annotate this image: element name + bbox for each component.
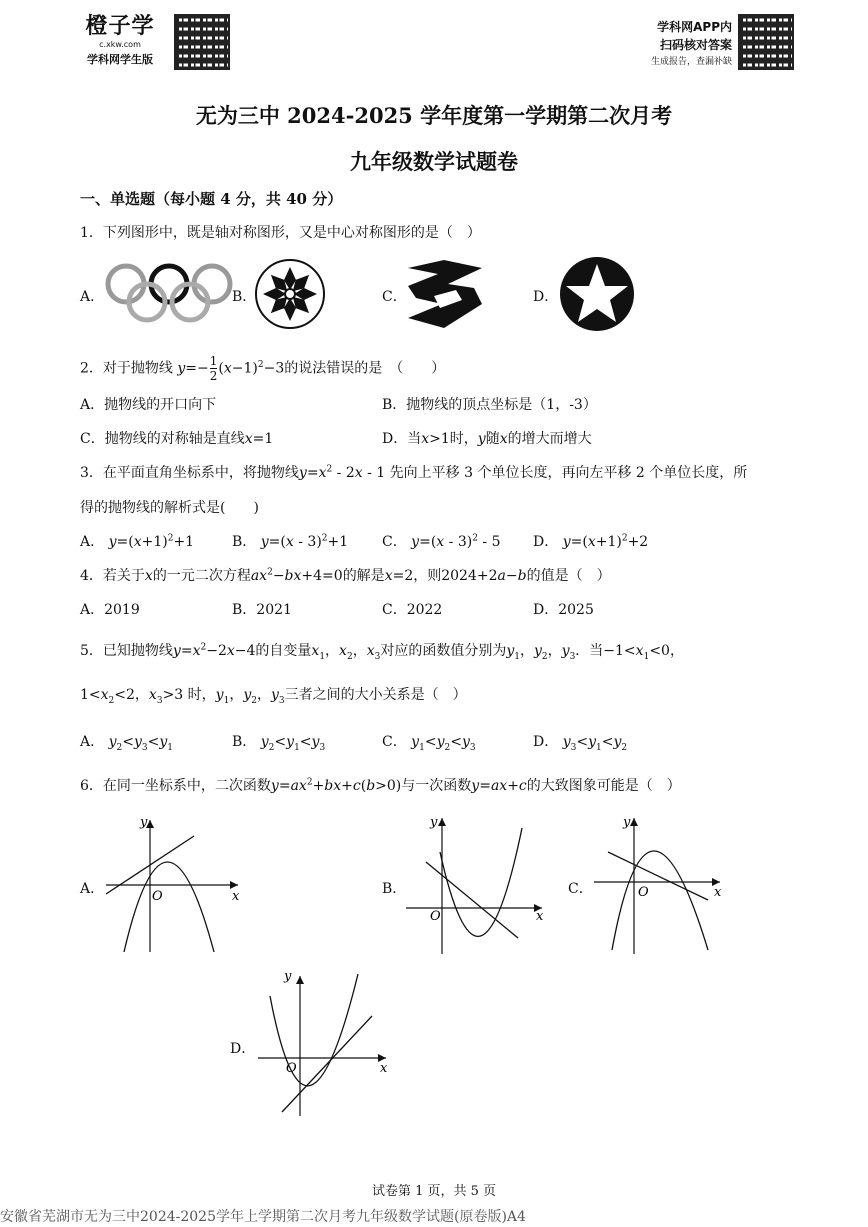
q4-option-c: C．2022 [382,602,443,618]
q6-graph-b [404,812,554,957]
q5-option-b: B． $y_2<y_1<y_3$ [232,734,326,753]
q5-option-c: C． $y_1<y_2<y_3$ [382,734,476,753]
q6-label-b: B． [382,881,407,897]
scan-note: 扫码核对答案 [659,38,732,52]
axis-y-label: y [140,815,148,830]
star-circle-figure [558,256,636,332]
q2-option-d: D．当x>1时，y随x的增大而增大 [382,431,592,447]
q6-graph-c [590,812,740,957]
q1-label-c: C． [382,289,407,305]
page-title: 无为三中 2024-2025 学年度第一学期第二次月考 [195,103,673,128]
qr-code-icon[interactable] [738,14,794,70]
flower-emblem-figure [254,258,326,330]
axis-y-label: y [284,969,292,984]
q2-option-c: C．抛物线的对称轴是直线x=1 [80,431,274,447]
q6-label-a: A． [80,881,105,897]
page-footer: 试卷第 1 页，共 5 页 [371,1184,497,1199]
q1-label-b: B． [232,289,257,305]
section-heading: 一、单选题（每小题 4 分，共 40 分） [80,190,343,208]
brand-logo [74,14,166,72]
logo-url: c.xkw.com [99,40,141,49]
q6-stem: 6．在同一坐标系中，二次函数$y=ax^2+bx+c(b>0)$与一次函数y=ax+c的大致图象可能是（ ） [80,777,681,794]
axis-x-label: x [380,1061,388,1076]
q2-stem: 2．对于抛物线 y=− $\frac{1}{2}$ $(x-1)^2-3$的说法错误的是 （ ） [80,354,446,383]
q3-option-c: C． y=(x - 3)$^2$ - 5 [382,533,501,550]
origin-label: O [152,889,163,904]
q5-stem: 5．已知抛物线$y=x^2-2x-4$的自变量$x_1$，$x_2$，$x_3$对应的函数值分别为$y_1$，$y_2$，$y_3$．当$-1<x_1<0$， [80,642,684,662]
q2-option-b: B．抛物线的顶点坐标是（1，-3） [382,397,597,413]
axis-y-label: y [623,815,631,830]
origin-label: O [638,885,649,900]
q1-label-a: A． [80,289,105,305]
q5-option-d: D． $y_3<y_1<y_2$ [533,734,628,753]
q3-option-b: B． y=(x - 3)$^2$+1 [232,533,349,550]
q1-label-d: D． [533,289,559,305]
q2-suffix: 的说法错误的是 （ ） [284,360,446,377]
q2-option-a: A．抛物线的开口向下 [80,397,217,413]
q6-graph-d [254,966,404,1121]
app-note: 学科网APP内 [657,20,732,34]
axis-x-label: x [714,885,722,900]
logo-subtitle: 学科网学生版 [87,53,153,66]
q3-stem-line2: 得的抛物线的解析式是( ) [80,500,259,516]
q1-stem: 1．下列图形中，既是轴对称图形，又是中心对称图形的是（ ） [80,225,481,241]
qr-code-icon[interactable] [174,14,230,70]
report-note: 生成报告，查漏补缺 [650,57,732,67]
q2-number: 2．对于抛物线 [80,360,173,377]
q6-label-d: D． [230,1041,256,1057]
header-right-text [632,18,732,70]
page-subtitle: 九年级数学试题卷 [350,149,518,174]
origin-label: O [430,909,441,924]
zigzag-logo-figure [404,258,486,330]
olympic-rings-figure [104,262,234,324]
axis-x-label: x [536,909,544,924]
q5-option-a: A． $y_2<y_3<y_1$ [80,734,174,753]
q6-graph-a [100,812,250,957]
q4-option-d: D．2025 [533,602,594,618]
watermark: 安徽省芜湖市无为三中2024-2025学年上学期第二次月考九年级数学试题(原卷版)A4 [0,1209,526,1225]
axis-y-label: y [430,815,438,830]
q3-option-d: D． $y=(x+1)^2+2$ [533,533,649,550]
q3-stem: 3．在平面直角坐标系中，将抛物线$y=x^2 - 2x - 1$ 先向上平移 3 个单位长度，再向左平移 2 个单位长度，所 [80,464,748,481]
q6-label-c: C． [568,881,593,897]
logo-text: 橙子学 [85,14,155,39]
q4-option-a: A．2019 [80,602,140,618]
q4-stem: 4．若关于x的一元二次方程$ax^2-bx+4=0$的解是x=2，则2024+2a−b的值是（ ） [80,567,611,584]
axis-x-label: x [232,889,240,904]
q5-stem-line2: $1<x_2<2$，$x_3>3$ 时，$y_1$，$y_2$，$y_3$三者之间的大小关系是（ ） [80,687,467,706]
origin-label: O [286,1061,297,1076]
q3-option-a: A． $y=(x+1)^2+1$ [80,533,195,550]
q4-option-b: B．2021 [232,602,292,618]
